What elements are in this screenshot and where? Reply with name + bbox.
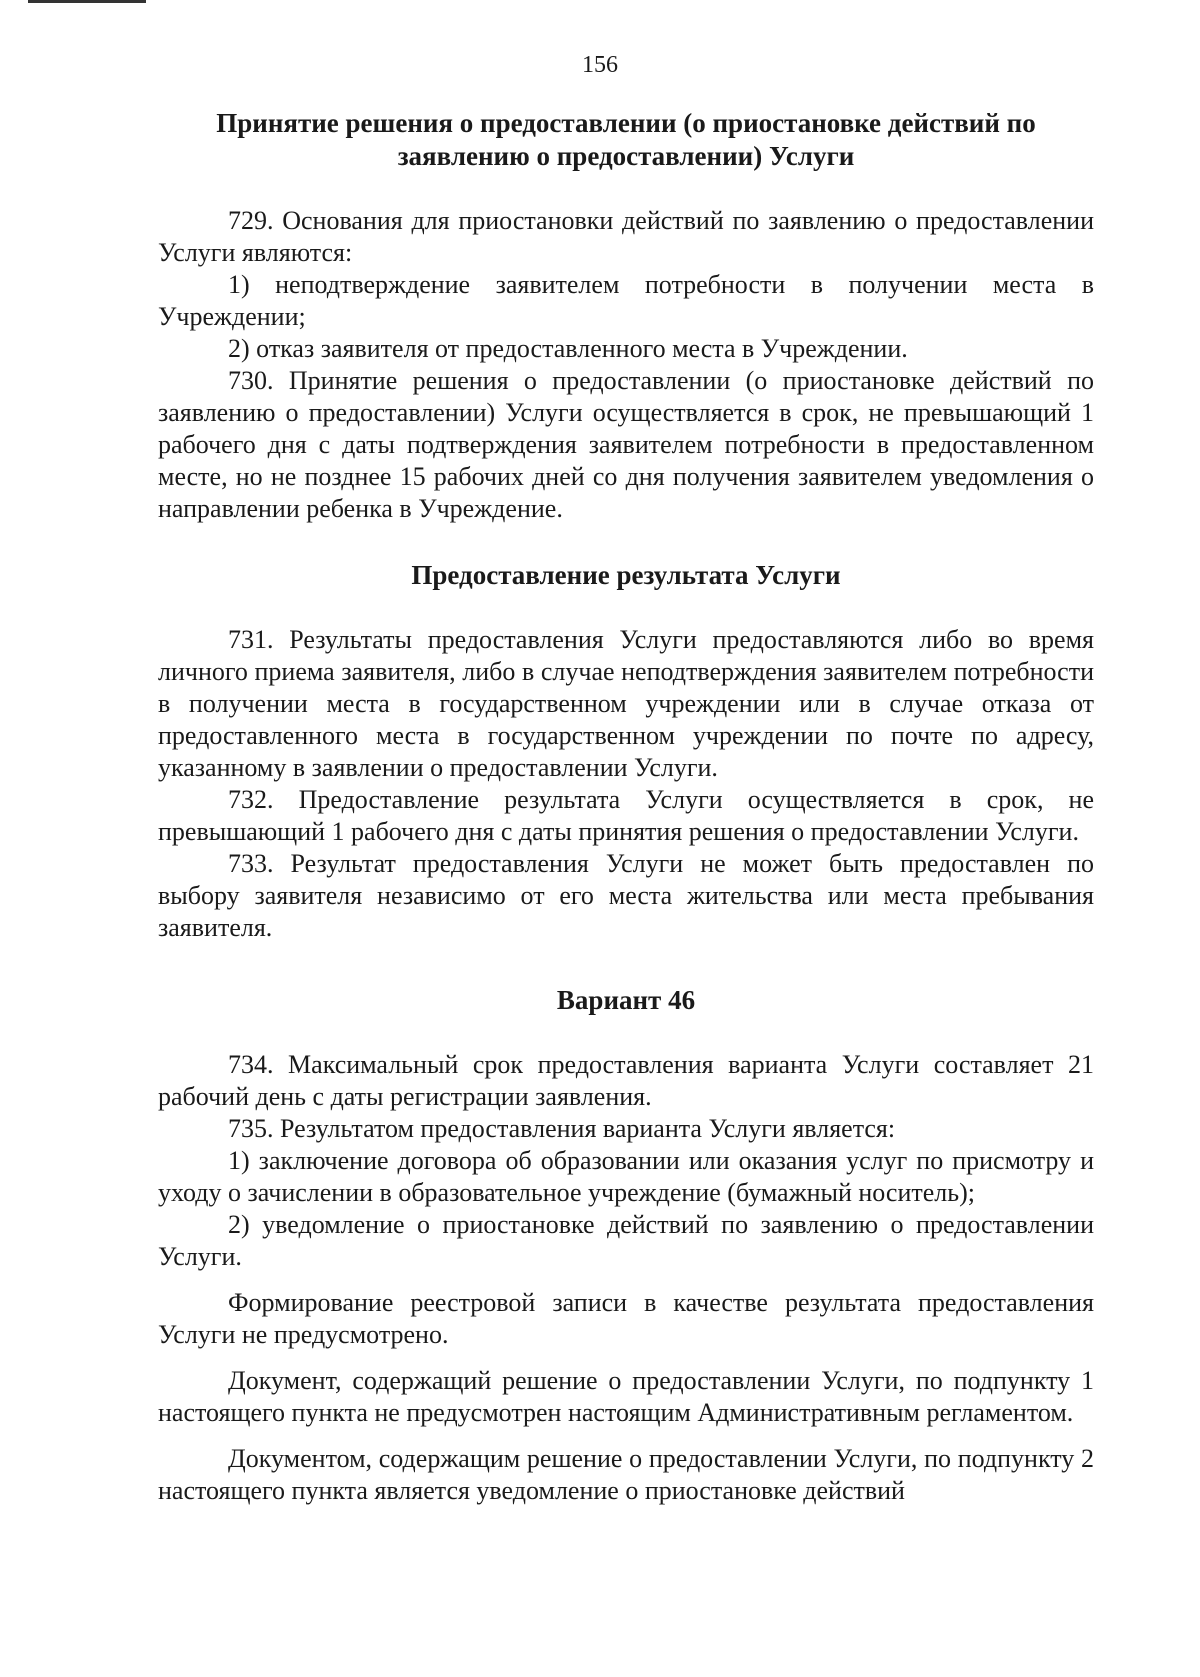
section-title-result: Предоставление результата Услуги <box>411 560 841 590</box>
section-title-decision: Принятие решения о предоставлении (о приостановке действий по заявлению о предоставлении) Услуги <box>216 108 1036 171</box>
paragraph-document-subitem-2: Документом, содержащим решение о предоставлении Услуги, по подпункту 2 настоящего пункта является уведомление о приостановке действий <box>158 1444 1094 1505</box>
paragraph-732: 732. Предоставление результата Услуги осуществляется в срок, не превышающий 1 рабочего дня с даты принятия решения о предоставлении Услуги. <box>158 785 1094 846</box>
paragraph-registry-record: Формирование реестровой записи в качестве результата предоставления Услуги не предусмотрено. <box>158 1288 1094 1349</box>
paragraph-729-item-1: 1) неподтверждение заявителем потребности в получении места в Учреждении; <box>158 270 1094 331</box>
paragraph-733: 733. Результат предоставления Услуги не может быть предоставлен по выбору заявителя независимо от его места жительства или места пребывания заявителя. <box>158 849 1094 942</box>
paragraph-730: 730. Принятие решения о предоставлении (о приостановке действий по заявлению о предоставлении) Услуги осуществляется в срок, не превышающий 1 рабочего дня с даты подтверждения заявителем потребности в предоставленном месте, но не позднее 15 рабочих дней со дня получения заявителем уведомления о направлении ребенка в Учреждение. <box>158 366 1094 523</box>
scan-artifact-line <box>28 0 146 3</box>
section-title-variant: Вариант 46 <box>556 985 696 1015</box>
paragraph-document-subitem-1: Документ, содержащий решение о предоставлении Услуги, по подпункту 1 настоящего пункта не предусмотрен настоящим Административным регламентом. <box>158 1366 1094 1427</box>
paragraph-729-item-2: 2) отказ заявителя от предоставленного места в Учреждении. <box>228 334 908 363</box>
document-body <box>158 107 1094 1507</box>
paragraph-735-item-1: 1) заключение договора об образовании или оказания услуг по присмотру и уходу о зачислении в образовательное учреждение (бумажный носитель); <box>158 1146 1094 1207</box>
paragraph-734: 734. Максимальный срок предоставления варианта Услуги составляет 21 рабочий день с даты регистрации заявления. <box>158 1050 1094 1111</box>
paragraph-731: 731. Результаты предоставления Услуги предоставляются либо во время личного приема заявителя, либо в случае неподтверждения заявителем потребности в получении места в государственном учреждении или в случае отказа от предоставленного места в государственном учреждении по почте по адресу, указанному в заявлении о предоставлении Услуги. <box>158 625 1094 782</box>
paragraph-729: 729. Основания для приостановки действий по заявлению о предоставлении Услуги являются: <box>158 206 1094 267</box>
page-number: 156 <box>582 52 618 78</box>
paragraph-735: 735. Результатом предоставления варианта Услуги является: <box>228 1114 896 1143</box>
paragraph-735-item-2: 2) уведомление о приостановке действий по заявлению о предоставлении Услуги. <box>158 1210 1094 1271</box>
